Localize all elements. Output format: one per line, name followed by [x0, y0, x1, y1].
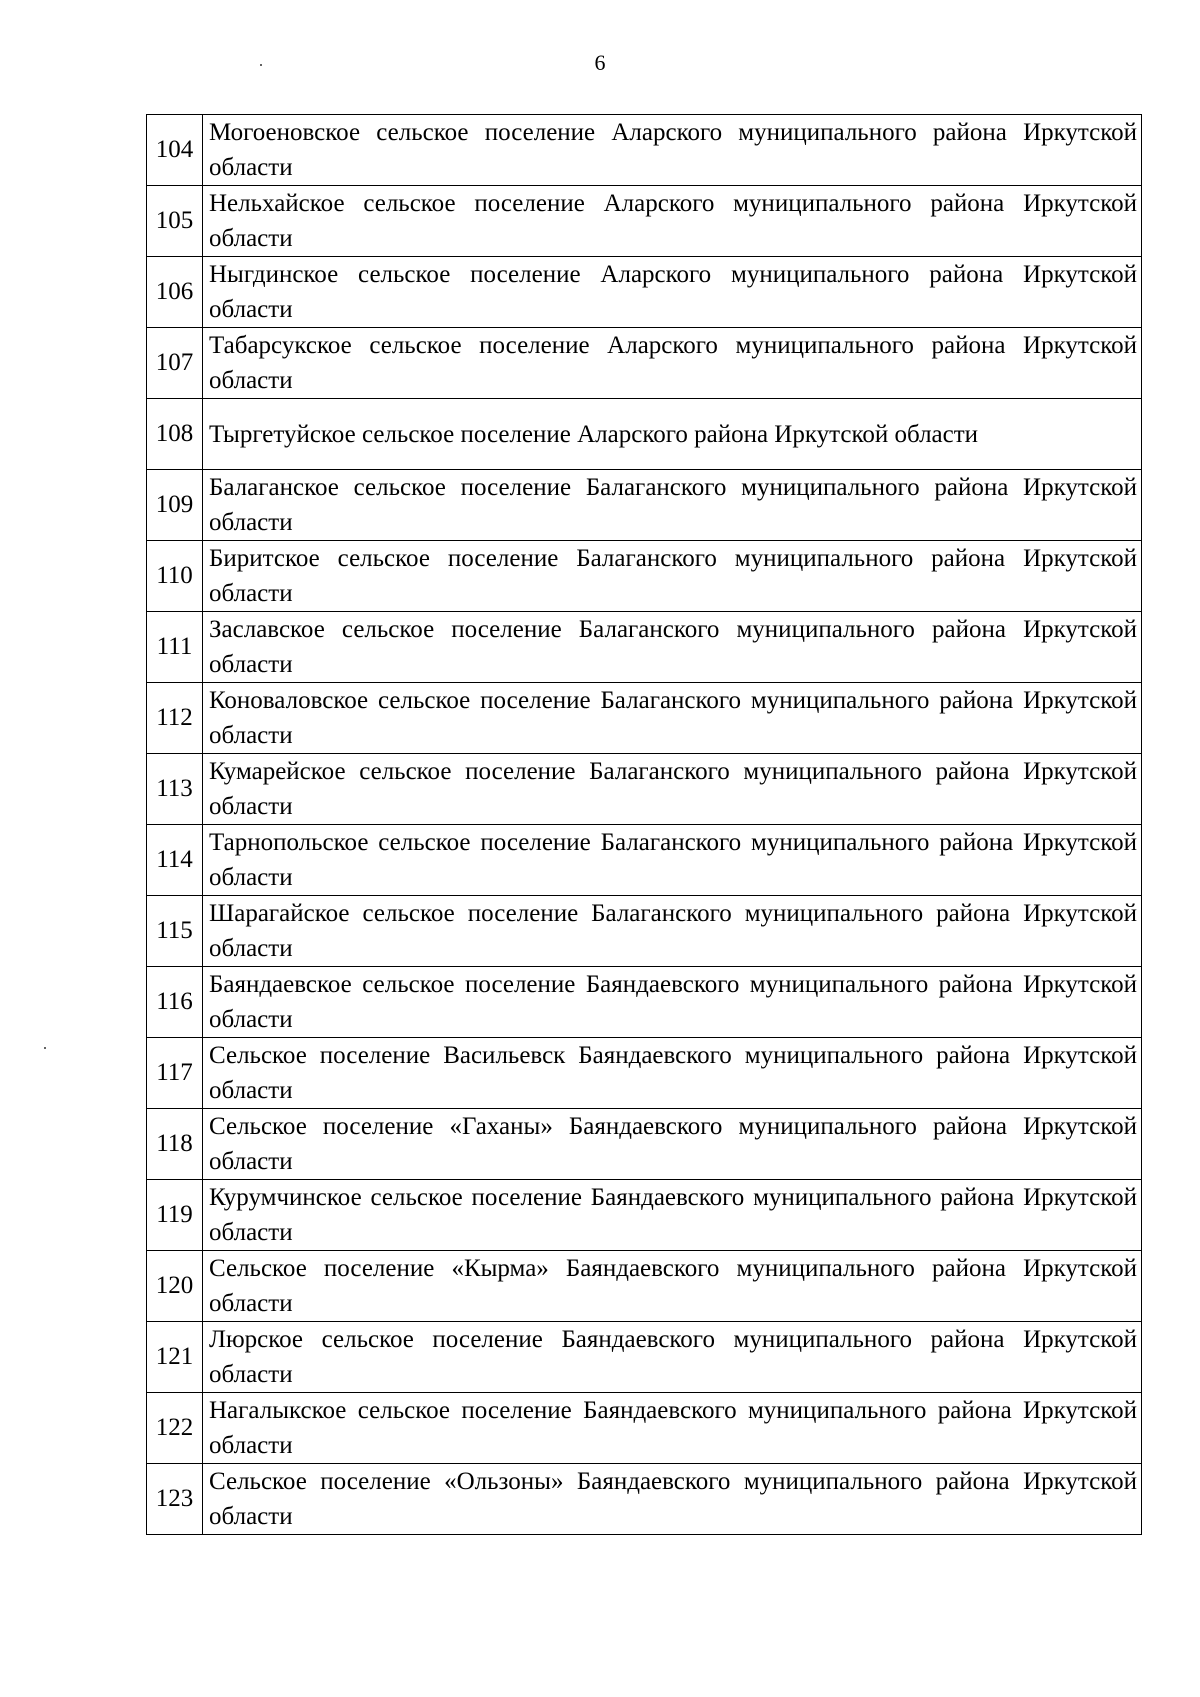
table-row — [147, 257, 1142, 328]
table-row — [147, 541, 1142, 612]
table-row — [147, 1393, 1142, 1464]
row-number: 109 — [147, 470, 203, 541]
table-row — [147, 399, 1142, 470]
settlement-name: Коноваловское сельское поселение Балаганского муниципального района Иркутской области — [203, 683, 1142, 754]
table-row — [147, 967, 1142, 1038]
row-number: 113 — [147, 754, 203, 825]
row-number: 115 — [147, 896, 203, 967]
settlement-name: Нельхайское сельское поселение Аларского муниципального района Иркутской области — [203, 186, 1142, 257]
settlement-name: Балаганское сельское поселение Балаганского муниципального района Иркутской области — [203, 470, 1142, 541]
table-row — [147, 186, 1142, 257]
table-row — [147, 683, 1142, 754]
settlement-name: Баяндаевское сельское поселение Баяндаевского муниципального района Иркутской области — [203, 967, 1142, 1038]
table-row — [147, 825, 1142, 896]
settlement-name: Тыргетуйское сельское поселение Аларского района Иркутской области — [203, 399, 1142, 470]
settlement-name: Ныгдинское сельское поселение Аларского муниципального района Иркутской области — [203, 257, 1142, 328]
settlement-name: Биритское сельское поселение Балаганского муниципального района Иркутской области — [203, 541, 1142, 612]
row-number: 108 — [147, 399, 203, 470]
table-row — [147, 115, 1142, 186]
scan-speck — [44, 1047, 46, 1049]
table-row — [147, 328, 1142, 399]
scan-speck — [260, 64, 262, 66]
row-number: 117 — [147, 1038, 203, 1109]
table-row — [147, 1464, 1142, 1535]
table-row — [147, 470, 1142, 541]
row-number: 118 — [147, 1109, 203, 1180]
table-row — [147, 1038, 1142, 1109]
settlement-name: Шарагайское сельское поселение Балаганского муниципального района Иркутской области — [203, 896, 1142, 967]
row-number: 112 — [147, 683, 203, 754]
settlement-name: Заславское сельское поселение Балаганского муниципального района Иркутской области — [203, 612, 1142, 683]
row-number: 106 — [147, 257, 203, 328]
settlement-name: Сельское поселение Васильевск Баяндаевского муниципального района Иркутской области — [203, 1038, 1142, 1109]
table-row — [147, 612, 1142, 683]
row-number: 116 — [147, 967, 203, 1038]
table-row — [147, 1251, 1142, 1322]
settlement-name: Сельское поселение «Кырма» Баяндаевского муниципального района Иркутской области — [203, 1251, 1142, 1322]
row-number: 104 — [147, 115, 203, 186]
settlement-name: Сельское поселение «Ользоны» Баяндаевского муниципального района Иркутской области — [203, 1464, 1142, 1535]
row-number: 105 — [147, 186, 203, 257]
row-number: 114 — [147, 825, 203, 896]
row-number: 111 — [147, 612, 203, 683]
settlement-name: Кумарейское сельское поселение Балаганского муниципального района Иркутской области — [203, 754, 1142, 825]
settlement-name: Нагалыкское сельское поселение Баяндаевского муниципального района Иркутской области — [203, 1393, 1142, 1464]
settlement-name: Сельское поселение «Гаханы» Баяндаевского муниципального района Иркутской области — [203, 1109, 1142, 1180]
table-row — [147, 1322, 1142, 1393]
settlement-name: Курумчинское сельское поселение Баяндаевского муниципального района Иркутской области — [203, 1180, 1142, 1251]
row-number: 121 — [147, 1322, 203, 1393]
row-number: 123 — [147, 1464, 203, 1535]
page-number: 6 — [594, 50, 606, 75]
table-row — [147, 754, 1142, 825]
settlement-name: Тарнопольское сельское поселение Балаганского муниципального района Иркутской области — [203, 825, 1142, 896]
row-number: 119 — [147, 1180, 203, 1251]
table-row — [147, 1109, 1142, 1180]
row-number: 110 — [147, 541, 203, 612]
table-row — [147, 1180, 1142, 1251]
row-number: 107 — [147, 328, 203, 399]
row-number: 122 — [147, 1393, 203, 1464]
settlement-name: Люрское сельское поселение Баяндаевского муниципального района Иркутской области — [203, 1322, 1142, 1393]
row-number: 120 — [147, 1251, 203, 1322]
settlements-table — [146, 114, 1142, 1535]
settlement-name: Табарсукское сельское поселение Аларского муниципального района Иркутской области — [203, 328, 1142, 399]
settlement-name: Могоеновское сельское поселение Аларского муниципального района Иркутской области — [203, 115, 1142, 186]
table-row — [147, 896, 1142, 967]
